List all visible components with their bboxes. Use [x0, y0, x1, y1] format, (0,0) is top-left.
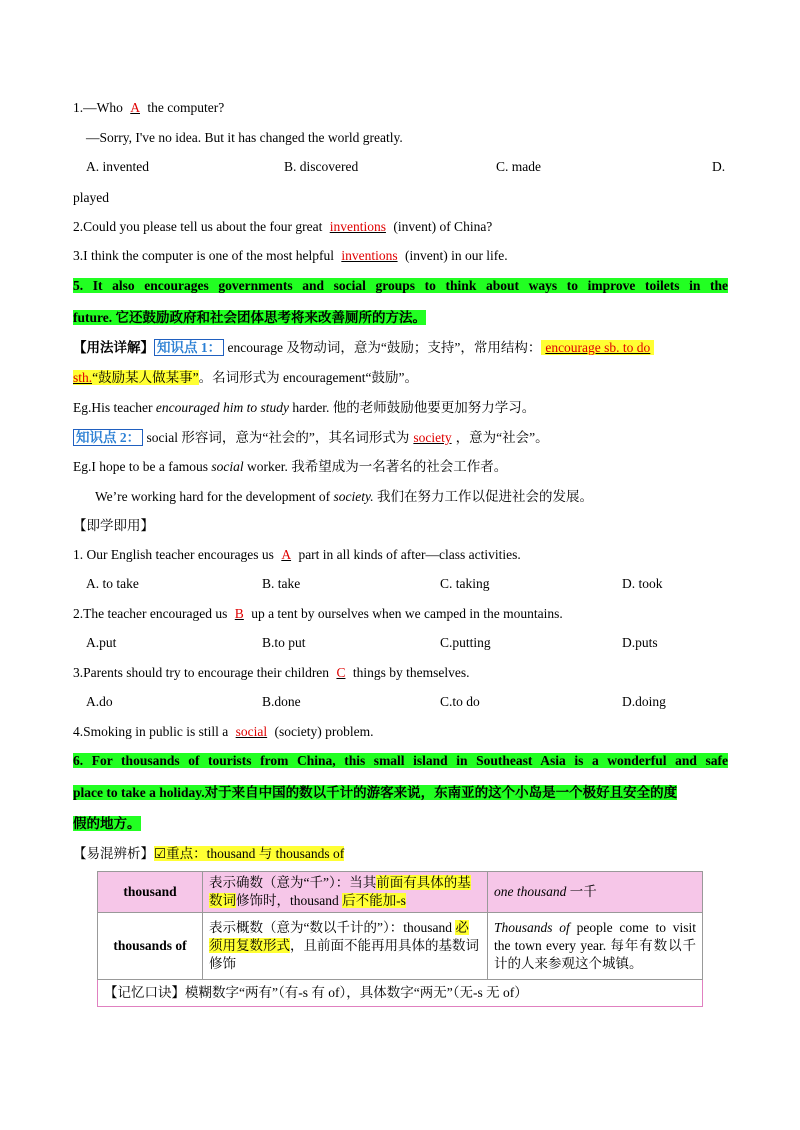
q3-text: 3.I think the computer is one of the most helpful — [73, 248, 338, 263]
check-icon: ☑ — [154, 846, 167, 861]
practice-3-text: 3.Parents should try to encourage their children — [73, 665, 333, 680]
q2-answer: inventions — [329, 219, 386, 234]
confuse-tag: 【易混辨析】 — [73, 846, 154, 861]
q1-option-a: A. invented — [86, 159, 149, 174]
practice-2-option-a: A.put — [86, 635, 117, 650]
q2-text: 2.Could you please tell us about the four great — [73, 219, 326, 234]
practice-1 — [73, 545, 728, 565]
row-1-desc-highlight-2: 后不能加-s — [342, 893, 406, 908]
practice-1-option-b: B. take — [262, 576, 301, 591]
table-row — [98, 913, 703, 980]
usage-text-2b: ，意为“社会”。 — [455, 430, 549, 445]
structure-answer: encourage sb. to do — [541, 340, 654, 355]
row-1-head: thousand — [98, 872, 203, 913]
usage-text-1: encourage 及物动词，意为“鼓励；支持”，常用结构： — [224, 340, 542, 355]
practice-2-option-b: B.to put — [262, 635, 306, 650]
q3-text-after: (invent) in our life. — [401, 248, 508, 263]
sentence-5-text-2: future. 它还鼓励政府和社会团体思考将来改善厕所的方法。 — [73, 310, 426, 325]
q3-answer: inventions — [341, 248, 398, 263]
practice-2-answer: B — [234, 606, 244, 621]
usage-point-1 — [73, 338, 728, 358]
confuse-title: 重点：thousand 与 thousands of — [166, 846, 345, 861]
sentence-6-line-1 — [73, 751, 728, 771]
row-2-desc-b: ，且前面不能再用具体的基数词修饰 — [209, 938, 479, 971]
practice-2-option-c: C.putting — [440, 635, 491, 650]
row-2-example — [488, 913, 703, 980]
practice-3-option-b: B.done — [262, 694, 301, 709]
q1-option-d-cont: played — [73, 190, 109, 205]
example-2-italic: social — [211, 459, 244, 474]
practice-3-option-c: C.to do — [440, 694, 480, 709]
row-1-example-italic: one thousand — [494, 884, 567, 899]
row-2-desc-highlight: 必须用复数形式 — [209, 920, 469, 953]
q1-stem — [73, 98, 728, 118]
practice-2 — [73, 604, 728, 624]
example-3-a: We’re working hard for the development of — [95, 489, 334, 504]
knowledge-point-1-box: 知识点 1： — [154, 339, 224, 356]
example-3-italic: society. — [333, 489, 374, 504]
structure-answer-cont: sth. — [73, 370, 93, 385]
memory-rhyme: 【记忆口诀】模糊数字“两有”（有-s 有 of），具体数字“两无”（无-s 无 of） — [98, 980, 703, 1007]
example-1 — [73, 398, 728, 418]
table-row — [98, 980, 703, 1007]
sentence-6-text-3: 假的地方。 — [73, 816, 141, 831]
practice-4 — [73, 722, 728, 742]
usage-point-1-cont — [73, 368, 728, 388]
row-1-desc-a: 表示确数（意为“千”）：当其 — [209, 875, 377, 890]
practice-3-text-after: things by themselves. — [349, 665, 470, 680]
sentence-6-line-2 — [73, 783, 728, 803]
example-1-a: Eg.His teacher — [73, 400, 156, 415]
practice-4-text-after: (society) problem. — [271, 724, 374, 739]
sentence-6-text-1: 6. For thousands of tourists from China, this small island in Southeast Asia is a wonderful and safe — [73, 753, 728, 768]
example-1-italic: encouraged him to study — [155, 400, 289, 415]
example-2-b: worker. 我希望成为一名著名的社会工作者。 — [243, 459, 508, 474]
usage-tag: 【用法详解】 — [73, 340, 154, 355]
sentence-6-text-2: place to take a holiday.对于来自中国的数以千计的游客来说，东南亚的这个小岛是一个极好且安全的度 — [73, 785, 678, 800]
row-2-example-italic: Thousands of — [494, 920, 570, 935]
row-2-desc — [203, 913, 488, 980]
example-1-b: harder. 他的老师鼓励他要更加努力学习。 — [288, 400, 536, 415]
thousand-comparison-table — [97, 871, 703, 1007]
knowledge-point-2-box: 知识点 2： — [73, 429, 143, 446]
practice-3-option-a: A.do — [86, 694, 113, 709]
noun-form: 。名词形式为 encouragement“鼓励”。 — [198, 370, 418, 385]
sentence-5-line-2 — [73, 308, 728, 328]
practice-3-answer: C — [336, 665, 346, 680]
practice-4-answer: social — [235, 724, 268, 739]
q1-reply: —Sorry, I've no idea. But it has changed the world greatly. — [86, 130, 403, 145]
practice-4-text: 4.Smoking in public is still a — [73, 724, 232, 739]
q2-text-after: (invent) of China? — [389, 219, 493, 234]
sentence-5-line-1 — [73, 276, 728, 296]
row-2-desc-a: 表示概数（意为“数以千计的”）：thousand — [209, 920, 456, 935]
q1-text: 1.—Who — [73, 100, 127, 115]
q1-option-b: B. discovered — [284, 159, 359, 174]
society-answer: society — [413, 430, 452, 445]
practice-2-text: 2.The teacher encouraged us — [73, 606, 231, 621]
q1-option-c: C. made — [496, 159, 541, 174]
q1-answer: A — [130, 100, 140, 115]
example-2 — [73, 457, 728, 477]
row-1-desc-highlight-1: 前面有具体的基数词 — [209, 875, 471, 908]
structure-meaning: “鼓励某人做某事” — [92, 370, 199, 385]
example-3-b: 我们在努力工作以促进社会的发展。 — [373, 489, 593, 504]
practice-3-option-d: D.doing — [622, 694, 666, 709]
practice-1-text: 1. Our English teacher encourages us — [73, 547, 278, 562]
row-1-example-text: 一千 — [566, 884, 597, 899]
row-1-example — [488, 872, 703, 913]
practice-2-option-d: D.puts — [622, 635, 658, 650]
example-2-a: Eg.I hope to be a famous — [73, 459, 212, 474]
table-row — [98, 872, 703, 913]
row-1-desc-b: 修饰时，thousand — [236, 893, 343, 908]
q1-option-d: D. — [712, 159, 726, 174]
practice-1-option-c: C. taking — [440, 576, 490, 591]
practice-1-text-after: part in all kinds of after—class activities. — [295, 547, 521, 562]
sentence-5-text-1: 5. It also encourages governments and social groups to think about ways to improve toilets in the — [73, 278, 728, 293]
usage-text-2: social 形容词，意为“社会的”，其名词形式为 — [143, 430, 410, 445]
practice-tag: 【即学即用】 — [73, 518, 154, 533]
practice-3 — [73, 663, 728, 683]
practice-1-option-a: A. to take — [86, 576, 139, 591]
row-2-example-text: people come to visit the town every year. 每年有数以千计的人来参观这个城镇。 — [494, 920, 696, 971]
practice-1-option-d: D. took — [622, 576, 663, 591]
q2 — [73, 217, 728, 237]
q3 — [73, 246, 728, 266]
row-2-head: thousands of — [98, 913, 203, 980]
practice-2-text-after: up a tent by ourselves when we camped in the mountains. — [247, 606, 563, 621]
sentence-6-line-3 — [73, 814, 728, 834]
usage-point-2 — [73, 428, 728, 448]
practice-1-answer: A — [281, 547, 292, 562]
example-3 — [95, 487, 750, 507]
confuse-heading — [73, 844, 728, 864]
row-1-desc — [203, 872, 488, 913]
q1-text-after: the computer? — [144, 100, 225, 115]
